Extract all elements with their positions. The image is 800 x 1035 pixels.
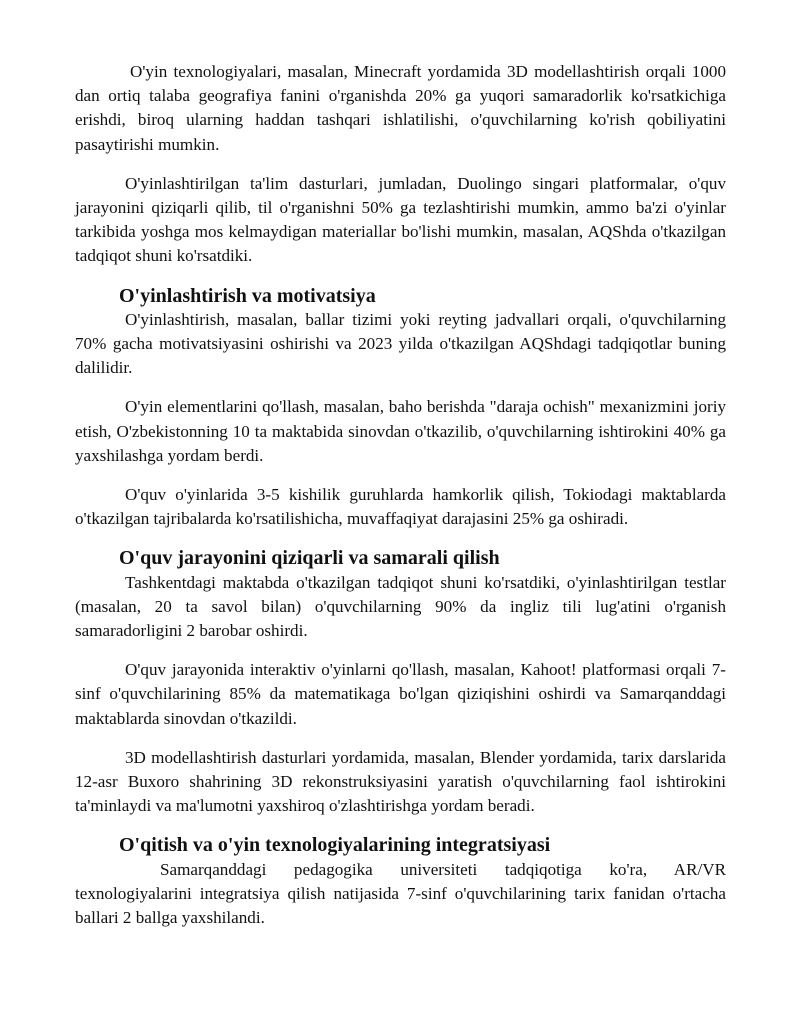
heading-gamification-motivation: O'yinlashtirish va motivatsiya xyxy=(119,284,376,307)
paragraph-ar-vr-integration: Samarqanddagi pedagogika universiteti tadqiqotiga ko'ra, AR/VR texnologiyalarini integratsiya qilish natijasida 7-sinf o'quvchilarining tarix fanidan o'rtacha ballari 2 ballga yaxshilandi. xyxy=(75,859,726,928)
paragraph-points-leaderboards: O'yinlashtirish, masalan, ballar tizimi yoki reyting jadvallari orqali, o'quvchilarning 70% gacha motivatsiyasini oshirishi va 2023 yilda o'tkazilgan AQShdagi tadqiqotlar buning dalilidir. xyxy=(75,309,726,378)
paragraph-kahoot-platform: O'quv jarayonida interaktiv o'yinlarni qo'llash, masalan, Kahoot! platformasi orqali 7-sinf o'quvchilarining 85% da matematikaga bo'lgan qiziqishini oshirdi va Samarqanddagi maktablarda sinovdan o'tkazildi. xyxy=(75,660,726,728)
paragraph-tashkent-study: Tashkentdagi maktabda o'tkazilgan tadqiqot shuni ko'rsatdiki, o'yinlashtirilgan testlar (masalan, 20 ta savol bilan) o'quvchilarning 90% da ingliz tili lug'atini o'rganish samaradorligini 2 barobar oshirdi. xyxy=(75,572,726,641)
paragraph-level-unlock-mechanism: O'yin elementlarini qo'llash, masalan, baho berishda "daraja ochish" mexanizmini joriy etish, O'zbekistonning 10 ta maktabida sinovdan o'tkazilib, o'quvchilarning ishtirokini 40% ga yaxshilashga yordam berdi. xyxy=(75,397,726,465)
heading-teaching-game-integration: O'qitish va o'yin texnologiyalarining integratsiyasi xyxy=(119,834,551,857)
paragraph-blender-reconstruction: 3D modellashtirish dasturlari yordamida, masalan, Blender yordamida, tarix darslarida 12-asr Buxoro shahrining 3D rekonstruksiyasini yaratish o'quvchilarning faol ishtirokini ta'minlaydi va ma'lumotni yaxshiroq o'zlashtirishga yordam beradi. xyxy=(75,747,726,816)
paragraph-duolingo-platforms: O'yinlashtirilgan ta'lim dasturlari, jumladan, Duolingo singari platformalar, o'quv jarayonini qiziqarli qilib, til o'rganishni 50% ga tezlashtirishi mumkin, ammo ba'zi o'yinlar tarkibida yoshga mos kelmaydigan materiallar bo'lishi mumkin, masalan, AQShda o'tkazilgan tadqiqot shuni ko'rsatdiki. xyxy=(75,173,726,266)
paragraph-minecraft-geography: O'yin texnologiyalari, masalan, Minecraft yordamida 3D modellashtirish orqali 1000 dan ortiq talaba geografiya fanini o'rganishda 20% ga yuqori samaradorlik ko'rsatkichiga erishdi, biroq ularning haddan tashqari ishlatilishi, o'quvchilarning ko'rish qobiliyatini pasaytirishi mumkin. xyxy=(75,62,726,154)
document-page xyxy=(75,60,726,930)
heading-engaging-learning-process: O'quv jarayonini qiziqarli va samarali qilish xyxy=(119,547,500,570)
paragraph-group-collaboration: O'quv o'yinlarida 3-5 kishilik guruhlarda hamkorlik qilish, Tokiodagi maktablarda o'tkazilgan tajribalarda ko'rsatilishicha, muvaffaqiyat darajasini 25% ga oshiradi. xyxy=(75,485,726,529)
